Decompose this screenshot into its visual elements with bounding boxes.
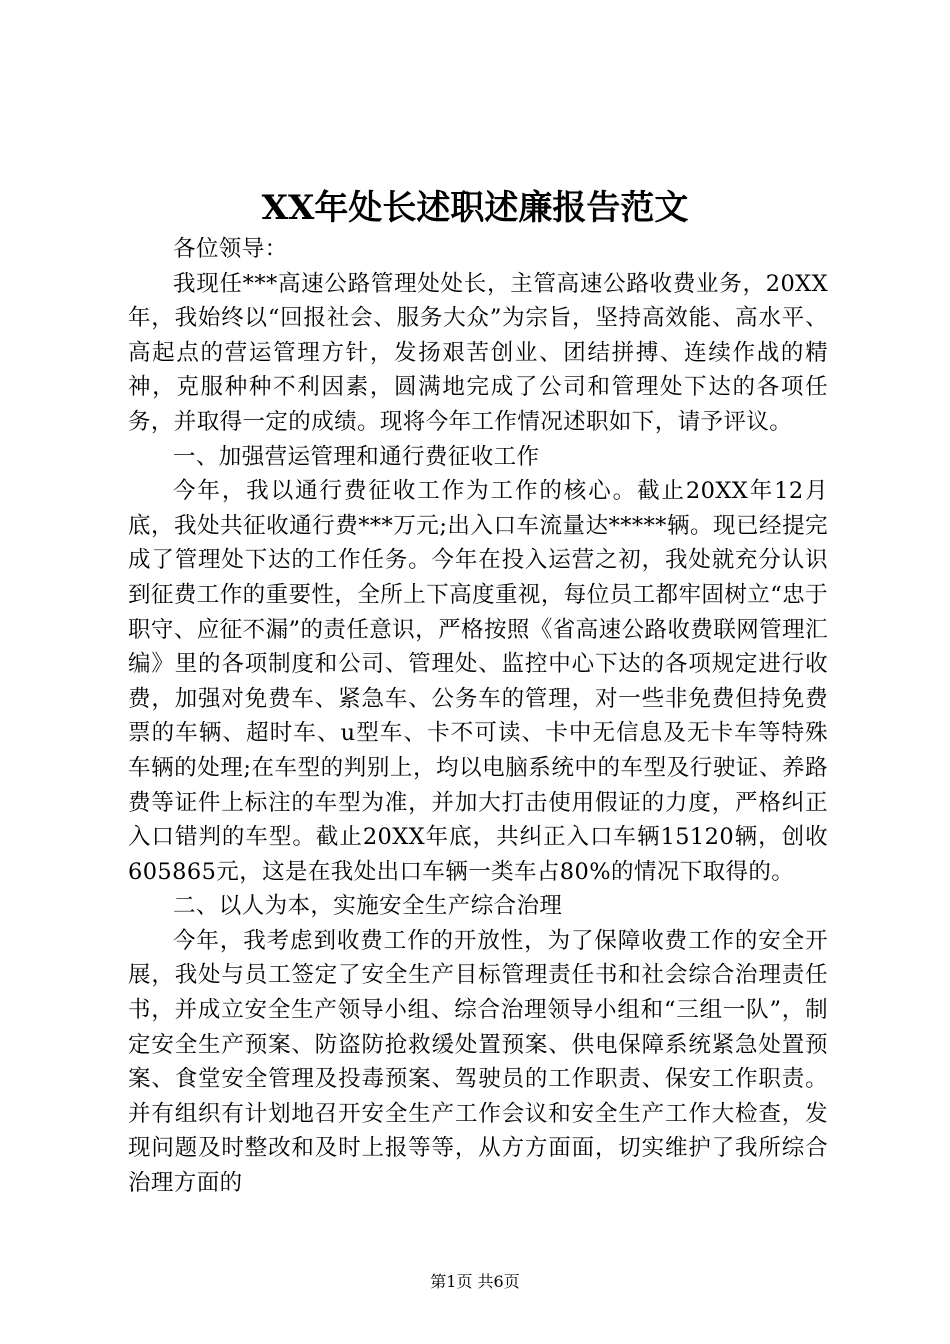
- section-heading-2: 二、以人为本，实施安全生产综合治理: [173, 893, 563, 920]
- document-title: XX年处长述职述廉报告范文: [261, 188, 689, 228]
- section-heading-1: 一、加强营运管理和通行费征收工作: [173, 443, 540, 470]
- document-body: [128, 232, 828, 1201]
- greeting: 各位领导：: [173, 236, 288, 262]
- paragraph-section-2: 今年，我考虑到收费工作的开放性，为了保障收费工作的安全开展，我处与员工签定了安全生产目标管理责任书和社会综合治理责任书，并成立安全生产领导小组、综合治理领导小组和“三组一队”，制定安全生产预案、防盗防抢救缓处置预案、供电保障系统紧急处置预案、食堂安全管理及投毒预案、驾驶员的工作职责、保安工作职责。并有组织有计划地召开安全生产工作会议和安全生产工作大检查，发现问题及时整改和及时上报等等，从方方面面，切实维护了我所综合治理方面的: [128, 927, 828, 1197]
- page-number: 第1页 共6页: [430, 1272, 520, 1291]
- paragraph-intro: 我现任***高速公路管理处处长，主管高速公路收费业务，20XX年，我始终以“回报社会、服务大众”为宗旨，坚持高效能、高水平、高起点的营运管理方针，发扬艰苦创业、团结拼搏、连续作战的精神，克服种种不利因素，圆满地完成了公司和管理处下达的各项任务，并取得一定的成绩。现将今年工作情况述职如下，请予评议。: [128, 270, 828, 435]
- paragraph-section-1: 今年，我以通行费征收工作为工作的核心。截止20XX年12月底，我处共征收通行费***万元;出入口车流量达*****辆。现已经提完成了管理处下达的工作任务。今年在投入运营之初，我处就充分认识到征费工作的重要性，全所上下高度重视，每位员工都牢固树立“忠于职守、应征不漏”的责任意识，严格按照《省高速公路收费联网管理汇编》里的各项制度和公司、管理处、监控中心下达的各项规定进行收费，加强对免费车、紧急车、公务车的管理，对一些非免费但持免费票的车辆、超时车、u型车、卡不可读、卡中无信息及无卡车等特殊车辆的处理;在车型的判别上，均以电脑系统中的车型及行驶证、养路费等证件上标注的车型为准，并加大打击使用假证的力度，严格纠正入口错判的车型。截止20XX年底，共纠正入口车辆15120辆，创收605865元，这是在我处出口车辆一类车占80%的情况下取得的。: [128, 478, 828, 885]
